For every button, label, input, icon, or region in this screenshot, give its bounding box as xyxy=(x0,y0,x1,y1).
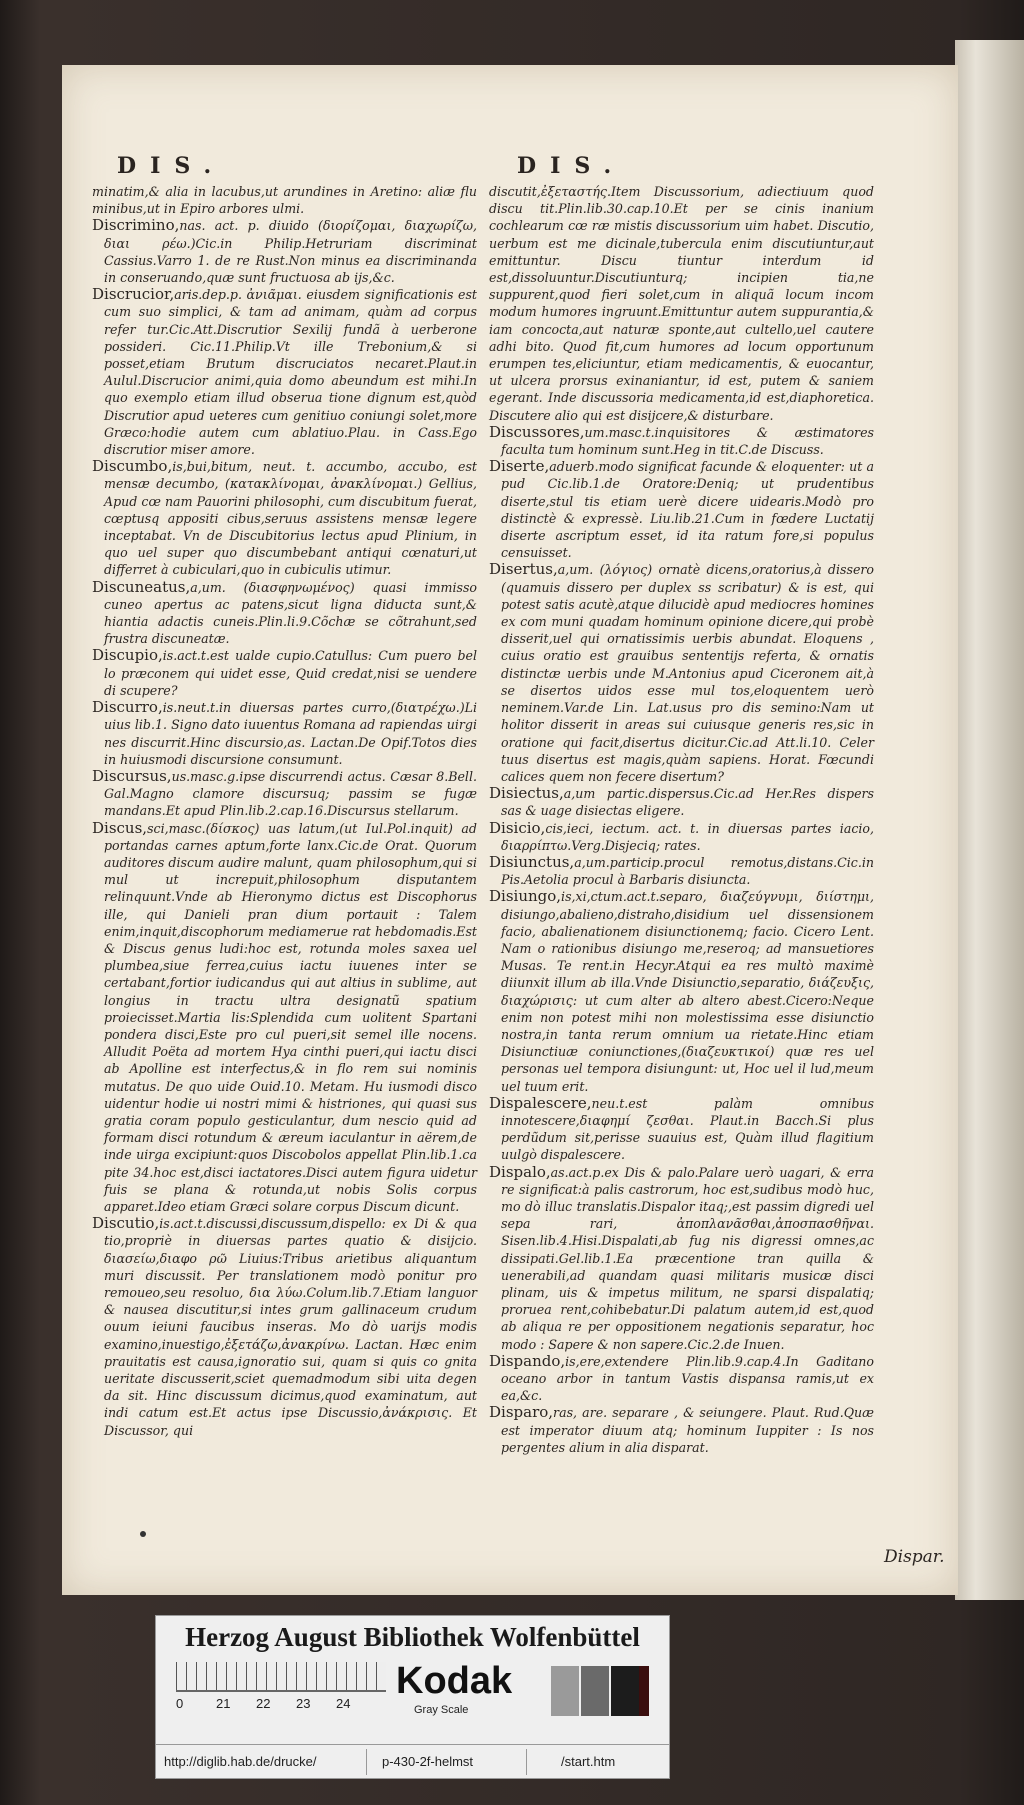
entry-headword: Discussores, xyxy=(489,422,585,441)
entry-text: is.neut.t.in diuersas partes curro,(διατρέχω.)Li uius lib.1. Signo dato iuuentus Romana ad rapiendas uirgi nes discurrit.Hinc discursio,as. Lactan.De Opif.Totos dies in huiusmodi discursione consumunt. xyxy=(104,700,477,767)
ruler-number: 23 xyxy=(296,1696,311,1711)
dictionary-entry xyxy=(92,820,477,1216)
book-page xyxy=(62,65,958,1595)
entry-headword: Discrucior, xyxy=(92,285,175,304)
entry-text: is.act.t.discussi,discussum,dispello: ex Di & qua tio,propriè in diuersas partes quatio & disijcio. διασείω,διαφο ρῶ Liuius:Tribus arietibus aliquantum muri discussit. Per translationem modò ponitur pro remoueo,seu resoluo, δια λύω.Colum.lib.7.Etiam languor & nausea discutitur,si intes grum gallinaceum crudum ouum ieiuni faucibus inseras. Mo dò uarijs modis examino,inuestigo,ἐξετάζω,ἀνακρίνω. Lactan. Hæc enim prauitatis est causa,ignoratio sui, quam si quis co gnita ueritate discusserit,sciet quemadmodum sibi uita degen da sit. Hinc discussum dicimus,quod examinatum, aut indi catum est.Et actus ipse Discussio,ἀνάκρισις. Et Discussor, qui xyxy=(104,1216,477,1438)
dictionary-entry xyxy=(489,820,874,854)
ruler-number: 22 xyxy=(256,1696,271,1711)
entry-text: discutit,ἐξεταστής.Item Discussorium, adiectiuum quod discu tit.Plin.lib.30.cap.10.Et per se cinis inanium cochlearum cœ ræ mistis discussorium uim habet. Discutio, uerbum est me dicinale,tubercula enim discutiuntur,aut emittuntur. Discu tiuntur interdum id est,dissoluuntur.Discutiunturq; incipien tia,ne suppurent,quod fieri solet,cum in aliquã locum incom modum humores ingruunt.Emittuntur autem suppurantia,& iam concocta,aut naturæ sponte,aut cultello,uel cautere adhi bito. Quod fit,cum humores ad locum opportunum erumpen tes,eliciuntur, etiam medicamentis, & euocantur, ut ulcera prorsus exinaniantur, id est, putem & saniem egerant. Inde discussoria medicamenta,id est,diaphoretica. Discutere alio qui est disijcere,& disturbare. xyxy=(489,184,874,423)
dictionary-entry xyxy=(489,1404,874,1456)
dictionary-entry xyxy=(92,217,477,286)
entry-text: ras, are. separare , & seiungere. Plaut. Rud.Quæ est imperator diuum atq; hominum Iuppiter : Is nos pergentes alium in alia disparat. xyxy=(501,1405,874,1455)
dictionary-entry xyxy=(489,888,874,1094)
ink-spot xyxy=(140,1531,146,1537)
dictionary-entry xyxy=(489,1164,874,1353)
library-title: Herzog August Bibliothek Wolfenbüttel xyxy=(185,1622,640,1652)
dictionary-entry xyxy=(92,699,477,768)
dictionary-entry xyxy=(92,183,477,217)
adjacent-page-edge xyxy=(955,40,1024,1600)
entry-headword: Disicio, xyxy=(489,818,546,837)
entry-headword: Discurro, xyxy=(92,698,163,717)
entry-text: as.act.p.ex Dis & palo.Palare uerò uagari, & erra re significat:à palis castrorum, hoc est,sudibus modò huc, mo dò illuc translatis.Dispalor itaq;,est passim digredi uel sepa rari, ἀποπλανᾶσθαι,ἀποσπασθῆναι. Sisen.lib.4.Hisi.Dispalati,ab fug nis digressi omnes,ac dissipati.Gel.lib.1.Ea præcentione tran quilla & uenerabili,ad quandam quasi militaris musicæ disci plinam, uis & impetus militum, ne sparsi dispalatiq; proruea rent,cohibebatur.Di palatum autem,id est,quod ab aliqua re per oppositionem negationis separatur, hoc modo : Sapere & non sapere.Cic.2.de Inuen. xyxy=(501,1164,874,1352)
entry-text: us.masc.g.ipse discurrendi actus. Cæsar 8.Bell. Gal.Magno clamore discursuq; passim se fugæ mandans.Et apud Plin.lib.2.cap.16.Discursus stellarum. xyxy=(104,768,477,819)
dictionary-entry xyxy=(489,561,874,785)
dictionary-entry xyxy=(489,458,874,561)
entry-text: cis,ieci, iectum. act. t. in diuersas partes iacio, διαρρίπτω.Verg.Disjeciq; rates. xyxy=(501,820,874,853)
entry-headword: Discrimino, xyxy=(92,216,180,235)
entry-text: a,um. (διασφηνωμένος) quasi immisso cuneo apertus ac patens,sicut ligna diducta sunt,& hiantia adactis cuneis.Plin.li.9.Cõchæ se cõtrahunt,sed frustra discuneatæ. xyxy=(104,579,477,647)
entry-text: minatim,& alia in lacubus,ut arundines in Aretino: aliæ flu minibus,ut in Epiro arbores ulmi. xyxy=(92,184,477,217)
entry-headword: Disparo, xyxy=(489,1403,554,1422)
dictionary-entry xyxy=(92,286,477,458)
entry-text: is,ere,extendere Plin.lib.9.cap.4.In Gaditano oceano arbor in tantum Vastis dispansa ramis,ut ex ea,&c. xyxy=(501,1353,874,1404)
dictionary-entry xyxy=(92,1215,477,1439)
entry-text: aduerb.modo significat facunde & eloquenter: ut a pud Cic.lib.1.de Oratore:Deniq; ut prudentibus diserte,stul tis etiam uerè dicere uidearis.Modò pro distinctè & expressè. Liu.lib.21.Cum in fœdere Luctatij diserte ascriptum esset, id ita ratum fore,si populus censuisset. xyxy=(501,459,874,561)
right-column xyxy=(489,183,874,1456)
catchword: Dispar. xyxy=(884,1547,945,1567)
footer-separator xyxy=(366,1749,367,1775)
scale-ruler xyxy=(176,1662,386,1692)
entry-headword: Dispalo, xyxy=(489,1162,551,1181)
entry-headword: Discus, xyxy=(92,818,148,837)
running-head-right: DIS. xyxy=(517,153,626,179)
gray-scale-label: Gray Scale xyxy=(414,1704,469,1716)
entry-headword: Disiunctus, xyxy=(489,852,575,871)
shelfmark: p-430-2f-helmst xyxy=(382,1754,474,1769)
gray-swatch-dark xyxy=(611,1666,639,1716)
entry-text: a,um. (λόγιος) ornatè dicens,oratorius,à dissero (quamuis dissero per duplex ss scribatur) & is est, qui potest satis acutè,atque dilucidè apud mediocres homines ex com muni quadam hominum opinione dicere,qui probè disserit,uel qui ornatissimis uerbis abundat. Eloquens , cuius oratio est grauibus sententijs referta, & ornatis distinctæ uerbis unde M.Antonius apud Ciceronem ait,à se disertos uidos esse mul tos,eloquentem uerò neminem.Var.de Lin. Lat.usus pro dis semino:Nam ut holitor disserit in areas sui cuiusque generis res,sic in oratione qui facit,disertus dicitur.Cic.ad Att.li.10. Celer tuus disertus est magis,quàm sapiens. Horat. Fœcundi calices quem non fecere disertum? xyxy=(501,562,874,784)
running-head-left: DIS. xyxy=(117,153,226,179)
entry-headword: Discursus, xyxy=(92,766,172,785)
entry-headword: Discumbo, xyxy=(92,457,173,476)
kodak-logo: Kodak xyxy=(396,1660,513,1702)
entry-text: neu.t.est palàm omnibus innotescere,διαφημί ζεσθαι. Plaut.in Bacch.Si plus perdũdum sit,perisse suauius est, Quàm illud flagitium uulgò dispalescere. xyxy=(501,1095,874,1163)
entry-headword: Disiectus, xyxy=(489,784,564,803)
entry-text: nas. act. p. diuido (διορίζομαι, διαχωρίζω, διαι ρέω.)Cic.in Philip.Hetruriam discriminat Cassius.Varro 1. de re Rust.Non minus ea discriminanda in conseruando,quæ sunt fructuosa ab ijs,&c. xyxy=(104,218,477,286)
entry-headword: Discuneatus, xyxy=(92,577,191,596)
entry-text: um.masc.t.inquisitores & æstimatores faculta tum hominum sunt.Heg in tit.C.de Discuss. xyxy=(501,424,874,458)
source-url: http://diglib.hab.de/drucke/ xyxy=(164,1754,317,1769)
entry-text: is.act.t.est ualde cupio.Catullus: Cum puero bel lo præconem qui uidet esse, Quid credat,nisi se uendere di scupere? xyxy=(104,648,477,698)
ruler-number: 21 xyxy=(216,1696,231,1711)
footer-separator xyxy=(526,1749,527,1775)
dictionary-entry xyxy=(489,1353,874,1405)
dictionary-entry xyxy=(489,785,874,819)
target-footer xyxy=(156,1744,669,1779)
entry-text: aris.dep.p. ἀνιᾶμαι. eiusdem significationis est cum suo simplici, & tam ad animam, quàm ad corpus refer tur.Cic.Att.Discrutior Sexilij fundã à uerberone possideri. Cic.11.Philip.Vt ille Trebonium,& si posset,etiam Brutum discruciatos necaret.Plaut.in Aulul.Discrucior animi,quia domo abeundum est mihi.In quo exemplo etiam illud obserua tione dignum est,quòd Discrutior apud ueteres cum genitiuo coniungi solet,more Græco:hodie autem cum ablatiuo.Plau. in Cass.Ego discrutior miser amore. xyxy=(104,287,477,458)
entry-text: is,xi,ctum.act.t.separo, διαζεύγνυμι, διίστημι, disiungo,abalieno,distraho,disidium uel dissensionem facio, abalienationem disiunctionemq; facio. Cicero Lent. Nam o rationibus disiungo me,reseroq; ad mansuetiores Musas. Te rent.in Hecyr.Atqui ea res multò maximè diiunxit illum ab illa.Vnde Disiunctio,separatio, διάζευξις, διαχώρισις: ut cum alter ab altero abest.Cicero:Neque enim non potest mihi non molestissima esse disiunctio nostra,in tanta rerum omnium ua rietate.Hinc etiam Disiunctiuæ coniunctiones,(διαζευκτικοί) quæ res uel personas uel tempora disiungunt: ut, Hoc uel il lud,meum uel tuum erit. xyxy=(501,889,874,1094)
entry-text: a,um.particip.procul remotus,distans.Cic.in Pis.Aetolia procul à Barbaris disiuncta. xyxy=(501,854,874,888)
gray-swatch-mid xyxy=(581,1666,609,1716)
ruler-number: 0 xyxy=(176,1696,184,1711)
entry-headword: Discupio, xyxy=(92,646,163,665)
dictionary-entry xyxy=(489,183,874,424)
start-link[interactable]: /start.htm xyxy=(561,1754,616,1769)
entry-text: sci,masc.(δίσκος) uas latum,(ut Iul.Pol.inquit) ad portandas carnes aptum,forte lanx.Cic.de Orat. Quorum auditores discum audire malunt, quam philosophum,qui si mul ut increpuit,philosophum disputantem relinquunt.Vnde ab Hieronymo dictus est Discophorus ille, qui Danieli pran dium portauit : Talem enim,inquit,discophorum mediamerue rat hebdomadis.Est & Discus genus ludi:hoc est, rotunda moles saxea uel plumbea,siue ferrea,cuius iactu iuuenes inter se certabant,fortior iudicandus qui aut altius in sublime, aut longius in tractu ultra designatũ spatium proiecisset.Martia lis:Splendida cum uolitent Spartani pondera disci,Este pro cul pueri,sit semel ille nocens. Alludit Poëta ad mortem Hya cinthi pueri,qui iactu disci ab Apolline est interfectus,& in flo rem sui nominis mutatus. De quo uide Ouid.10. Metam. Hu iusmodi disco uidentur hodie ui nostri mimi & histriones, qui quasi sus gratia coram populo gesticulantur, dum nescio quid ad formam disci rotundum & æreum iaculantur in aërem,de inde uirga excipiunt:quos Discobolos appellat Plin.lib.1.ca pite 34.hoc est,disci iactatores.Disci autem figura uidetur fuis se plana & rotunda,ut nobis Solis corpus apparet.Ideo etiam Græci solare corpus Discum dicunt. xyxy=(104,820,477,1214)
color-swatch xyxy=(639,1666,649,1716)
ruler-numbers xyxy=(176,1696,406,1711)
entry-headword: Diserte, xyxy=(489,457,550,476)
dictionary-entry xyxy=(489,1095,874,1164)
entry-headword: Discutio, xyxy=(92,1214,160,1233)
entry-headword: Disertus, xyxy=(489,560,558,579)
entry-text: is,bui,bitum, neut. t. accumbo, accubo, est mensæ decumbo, (κατακλίνομαι, ἀνακλίνομαι.) Gellius, Apud cœ nam Pauorini philosophi, cum discubitum fuerat, cœptusq appositi cibus,seruus assistens mensæ legere inceptabat. Vn de Discubitorius lectus apud Plinium, in quo uel super quo discumbebant antiqui cœnaturi,ut differret à cubiculari,quo in cubiculis utimur. xyxy=(104,459,477,578)
gray-swatch-light xyxy=(551,1666,579,1716)
entry-headword: Disiungo, xyxy=(489,887,562,906)
dictionary-entry xyxy=(489,854,874,888)
entry-text: a,um partic.dispersus.Cic.ad Her.Res dispers sas & uage disiectas eligere. xyxy=(501,786,874,819)
dictionary-entry xyxy=(92,579,477,648)
color-target-card xyxy=(155,1615,670,1779)
dictionary-entry xyxy=(92,647,477,699)
entry-headword: Dispalescere, xyxy=(489,1093,592,1112)
entry-headword: Dispando, xyxy=(489,1351,566,1370)
dictionary-entry xyxy=(92,458,477,578)
dictionary-entry xyxy=(92,768,477,820)
ruler-number: 24 xyxy=(336,1696,351,1711)
dictionary-entry xyxy=(489,424,874,458)
left-column xyxy=(92,183,477,1439)
